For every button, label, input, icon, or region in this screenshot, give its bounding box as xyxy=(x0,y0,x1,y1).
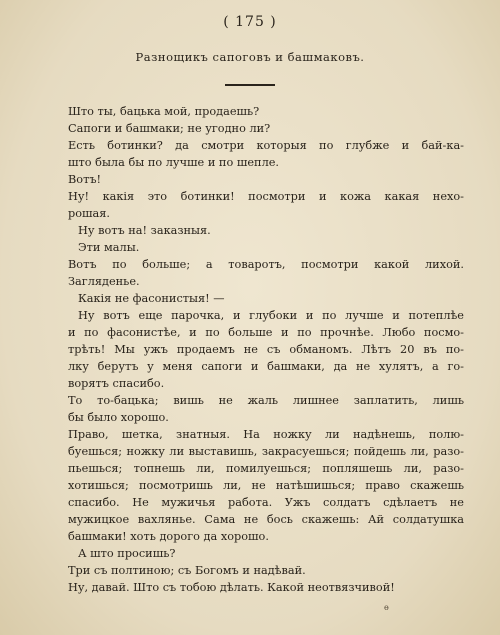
text-line: и по фасонистѣе, и по больше и по прочнѣе. Любо посмо- xyxy=(68,326,464,339)
text-line: Есть ботинки? да смотри которыя по глубже и бай-ка- xyxy=(68,139,464,152)
title-divider xyxy=(225,84,275,86)
text-line: Што ты, бацька мой, продаешь? xyxy=(68,105,260,118)
text-line: То то-бацька; вишь не жаль лишнее заплатить, лишь xyxy=(68,394,464,407)
text-line: Сапоги и башмаки; не угодно ли? xyxy=(68,122,271,135)
text-line: ворятъ спасибо. xyxy=(68,377,165,390)
text-line: лку берутъ у меня сапоги и башмаки, да не хулятъ, а го- xyxy=(68,360,464,373)
text-line: Загляденье. xyxy=(68,275,140,288)
text-line: А што просишь? xyxy=(78,547,176,560)
dialogue-text xyxy=(66,103,464,596)
text-line: Ну, давай. Што съ тобою дѣлать. Какой неотвязчивой! xyxy=(68,581,395,594)
text-line: Эти малы. xyxy=(78,241,140,254)
text-line: Вотъ по больше; а товаротъ, посмотри какой лихой. xyxy=(68,258,464,271)
text-line: хотишься; посмотришь ли, не натѣшишься; право скажешь xyxy=(68,479,464,492)
text-line: бы было хорошо. xyxy=(68,411,169,424)
text-line: Право, шетка, знатныя. На ножку ли надѣнешь, полю- xyxy=(68,428,464,441)
text-line: буешься; ножку ли выставишь, закрасуешься; пойдешь ли, разо- xyxy=(68,445,464,458)
text-line: трѣть! Мы ужъ продаемъ не съ обманомъ. Лѣтъ 20 въ по- xyxy=(68,343,464,356)
text-line: спасибо. Не мужичья работа. Ужъ солдатъ сдѣлаетъ не xyxy=(68,496,464,509)
text-line: башмаки! хоть дорого да хорошо. xyxy=(68,530,269,543)
page-number: ( 175 ) xyxy=(223,14,277,30)
text-line: Ну! какія это ботинки! посмотри и кожа какая нехо- xyxy=(68,190,464,203)
text-line: рошая. xyxy=(68,207,110,220)
text-line: што была бы по лучше и по шепле. xyxy=(68,156,280,169)
text-line: мужицкое вахлянье. Сама не бось скажешь: Ай солдатушка xyxy=(68,513,464,526)
text-line: Три съ полтиною; съ Богомъ и надѣвай. xyxy=(68,564,306,577)
text-line: Вотъ! xyxy=(68,173,102,186)
text-line: Ну вотъ еще парочка, и глубоки и по лучше и потеплѣе xyxy=(78,309,464,322)
corner-mark: ɵ xyxy=(384,603,389,612)
text-line: Какія не фасонистыя! — xyxy=(78,292,225,305)
text-line: Ну вотъ на! заказныя. xyxy=(78,224,211,237)
page-title: Разнощикъ сапоговъ и башмаковъ. xyxy=(135,50,365,64)
text-line: пьешься; топнешь ли, помилуешься; попляшешь ли, разо- xyxy=(68,462,464,475)
